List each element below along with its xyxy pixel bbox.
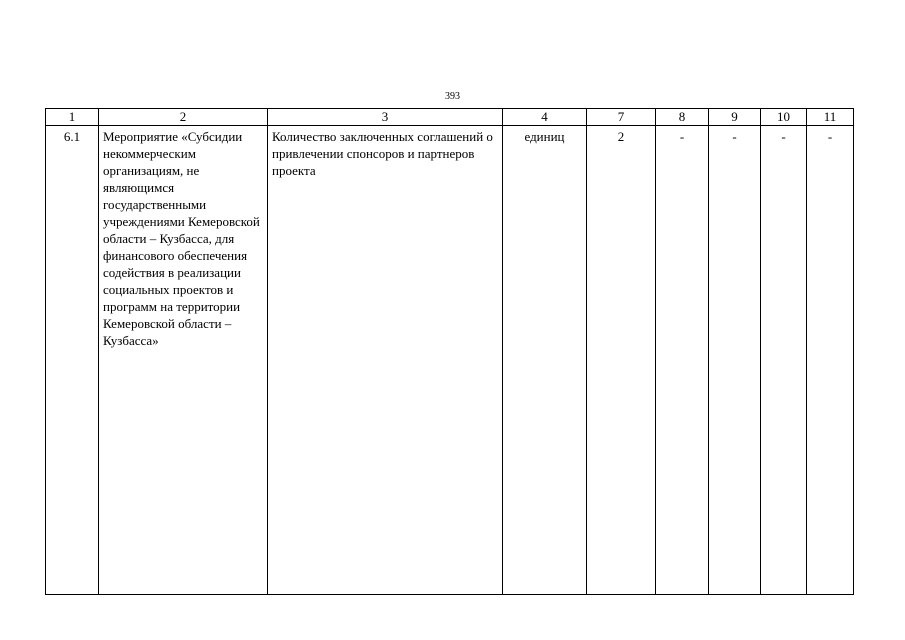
value-col-9-cell: - [709,126,761,595]
table-body [46,126,854,595]
header-col-10: 10 [761,109,807,126]
header-col-7: 7 [587,109,656,126]
header-col-11: 11 [807,109,854,126]
event-name-cell: Мероприятие «Субсидии некоммерческим организациям, не являющимся государственными учреждениями Кемеровской области – Кузбасса, для финансового обеспечения содействия в реализации социальных проектов и программ на территории Кемеровской области – Кузбасса» [99,126,268,595]
table-row [46,126,854,595]
page-number: 393 [445,91,460,102]
value-col-11-cell: - [807,126,854,595]
report-table [45,108,854,595]
header-row [46,109,854,126]
header-col-9: 9 [709,109,761,126]
unit-cell: единиц [503,126,587,595]
table-header [46,109,854,126]
row-number-cell: 6.1 [46,126,99,595]
header-col-3: 3 [268,109,503,126]
header-col-8: 8 [656,109,709,126]
value-col-7-cell: 2 [587,126,656,595]
header-col-2: 2 [99,109,268,126]
indicator-cell: Количество заключенных соглашений о привлечении спонсоров и партнеров проекта [268,126,503,595]
header-col-1: 1 [46,109,99,126]
value-col-8-cell: - [656,126,709,595]
value-col-10-cell: - [761,126,807,595]
header-col-4: 4 [503,109,587,126]
